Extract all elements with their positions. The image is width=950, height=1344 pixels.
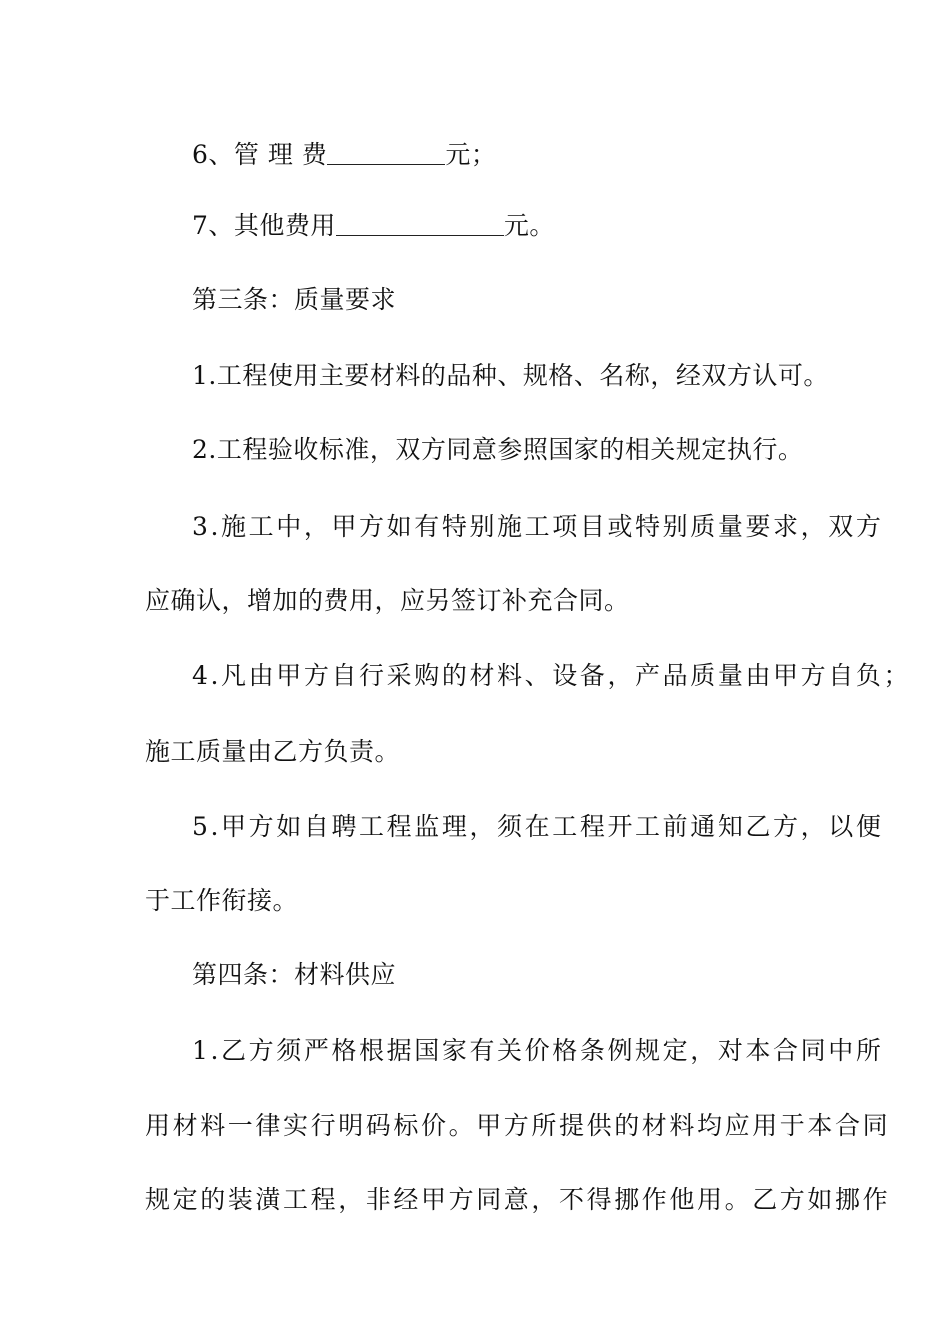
article-3-item-1: 1.工程使用主要材料的品种、规格、名称，经双方认可。 [192,361,829,390]
fee-line-management [192,138,857,172]
fee-line-other [192,209,857,243]
article-4-item-1-cont-2: 规定的装潢工程，非经甲方同意，不得挪作他用。乙方如挪作 [145,1185,891,1214]
blank-fill-other [336,211,504,236]
article-3-item-3-cont: 应确认，增加的费用，应另签订补充合同。 [145,586,630,615]
fee-suffix-other: 元。 [503,211,555,240]
article-3-item-5-cont: 于工作衔接。 [145,886,299,915]
fee-suffix-management: 元； [445,140,497,169]
article-4-item-1-cont-1: 用材料一律实行明码标价。甲方所提供的材料均应用于本合同 [145,1111,891,1140]
fee-label-management: 6、管 理 费 [192,140,328,169]
article-3-item-2: 2.工程验收标准，双方同意参照国家的相关规定执行。 [192,435,804,464]
article-3-item-5: 5.甲方如自聘工程监理，须在工程开工前通知乙方，以便 [192,812,884,841]
blank-fill-management [327,140,445,165]
article-3-item-4: 4.凡由甲方自行采购的材料、设备，产品质量由甲方自负； [192,661,912,690]
article-4-item-1: 1.乙方须严格根据国家有关价格条例规定，对本合同中所 [192,1036,884,1065]
fee-label-other: 7、其他费用 [192,211,336,240]
article-4-heading: 第四条：材料供应 [192,960,397,989]
article-3-item-4-cont: 施工质量由乙方负责。 [145,737,401,766]
article-3-item-3: 3.施工中，甲方如有特别施工项目或特别质量要求，双方 [192,512,884,541]
article-3-heading: 第三条：质量要求 [192,285,397,314]
